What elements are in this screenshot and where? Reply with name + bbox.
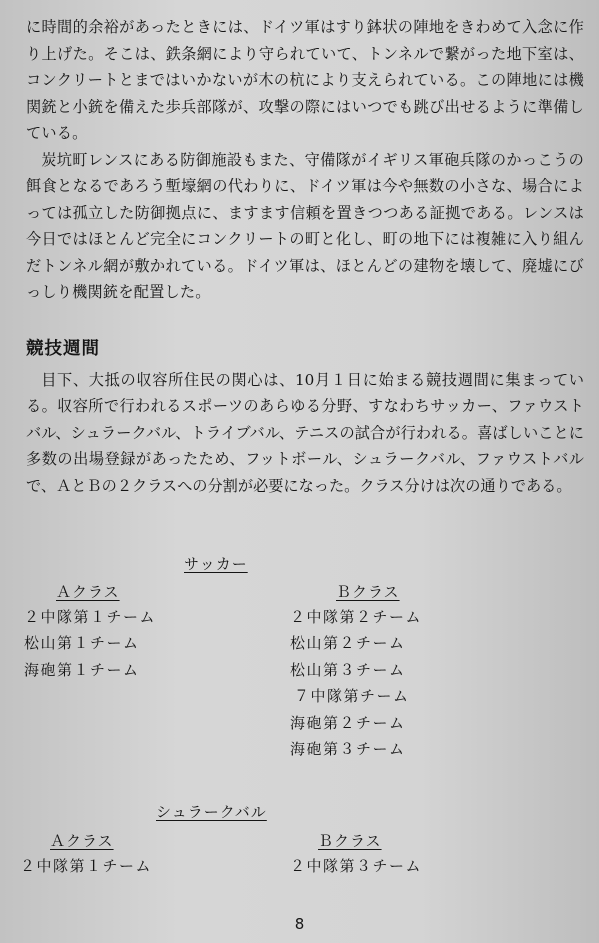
team-item: ２中隊第１チーム xyxy=(24,608,157,626)
team-item: 松山第３チーム xyxy=(290,660,406,679)
team-item: 海砲第１チーム xyxy=(24,660,140,679)
paragraph-2: 炭坑町レンスにある防御施設もまた、守備隊がイギリス軍砲兵隊のかっこうの餌食となるであろう塹壕網の代わりに、ドイツ軍は今や無数の小さな、場合によっては孤立した防御拠点に、ますます信頼を置きつつある証拠である。レンスは今日ではほとんど完全にコンクリートの町と化し、町の地下には複雑に入り組んだトンネル網が敷かれている。ドイツ軍は、ほとんどの建物を壊して、廃墟にびっしり機関銃を配置した。 xyxy=(26,150,584,301)
schlagball-class-a-label: Ａクラス xyxy=(50,832,114,850)
section-paragraph: 目下、大抵の収容所住民の関心は、10月１日に始まる競技週間に集まっている。収容所で行われるスポーツのあらゆる分野、すなわちサッカー、ファウストバル、シュラークバル、トライブバル、テニスの試合が行われる。喜ばしいことに多数の出場登録があったため、フットボール、シュラークバル、ファウストバルで、ＡとＢの２クラスへの分割が必要になった。クラス分けは次の通りである。 xyxy=(26,370,584,495)
team-item: 松山第１チーム xyxy=(24,634,140,653)
soccer-class-b-list xyxy=(290,604,422,762)
soccer-title: サッカー xyxy=(184,555,248,573)
team-item: 海砲第２チーム xyxy=(290,713,406,732)
page-number: 8 xyxy=(294,915,305,933)
soccer-class-a-list xyxy=(24,604,156,683)
team-item: ２中隊第３チーム xyxy=(290,857,423,875)
body-text xyxy=(26,14,584,306)
section-heading: 競技週間 xyxy=(26,339,100,359)
schlagball-class-a-list xyxy=(20,853,152,879)
team-item: ２中隊第１チーム xyxy=(20,857,153,875)
sports-week-section xyxy=(26,336,584,499)
team-item: ２中隊第２チーム xyxy=(290,608,423,626)
team-item: ７中隊第チーム xyxy=(294,687,410,706)
schlagball-class-b-list xyxy=(290,853,422,879)
team-item: 海砲第３チーム xyxy=(290,740,406,759)
schlagball-title: シュラークバル xyxy=(156,803,267,821)
soccer-class-b-label: Ｂクラス xyxy=(336,583,400,601)
paragraph-1: に時間的余裕があったときには、ドイツ軍はすり鉢状の陣地をきわめて入念に作り上げた。そこは、鉄条網により守られていて、トンネルで繋がった地下室は、コンクリートとまではいかないが木の杭により支えられている。この陣地には機関銃と小銃を備えた歩兵部隊が、攻撃の際にはいつでも跳び出せるように準備している。 xyxy=(26,18,584,142)
team-item: 松山第２チーム xyxy=(290,634,406,653)
soccer-class-a-label: Ａクラス xyxy=(56,583,120,601)
schlagball-class-b-label: Ｂクラス xyxy=(318,832,382,850)
